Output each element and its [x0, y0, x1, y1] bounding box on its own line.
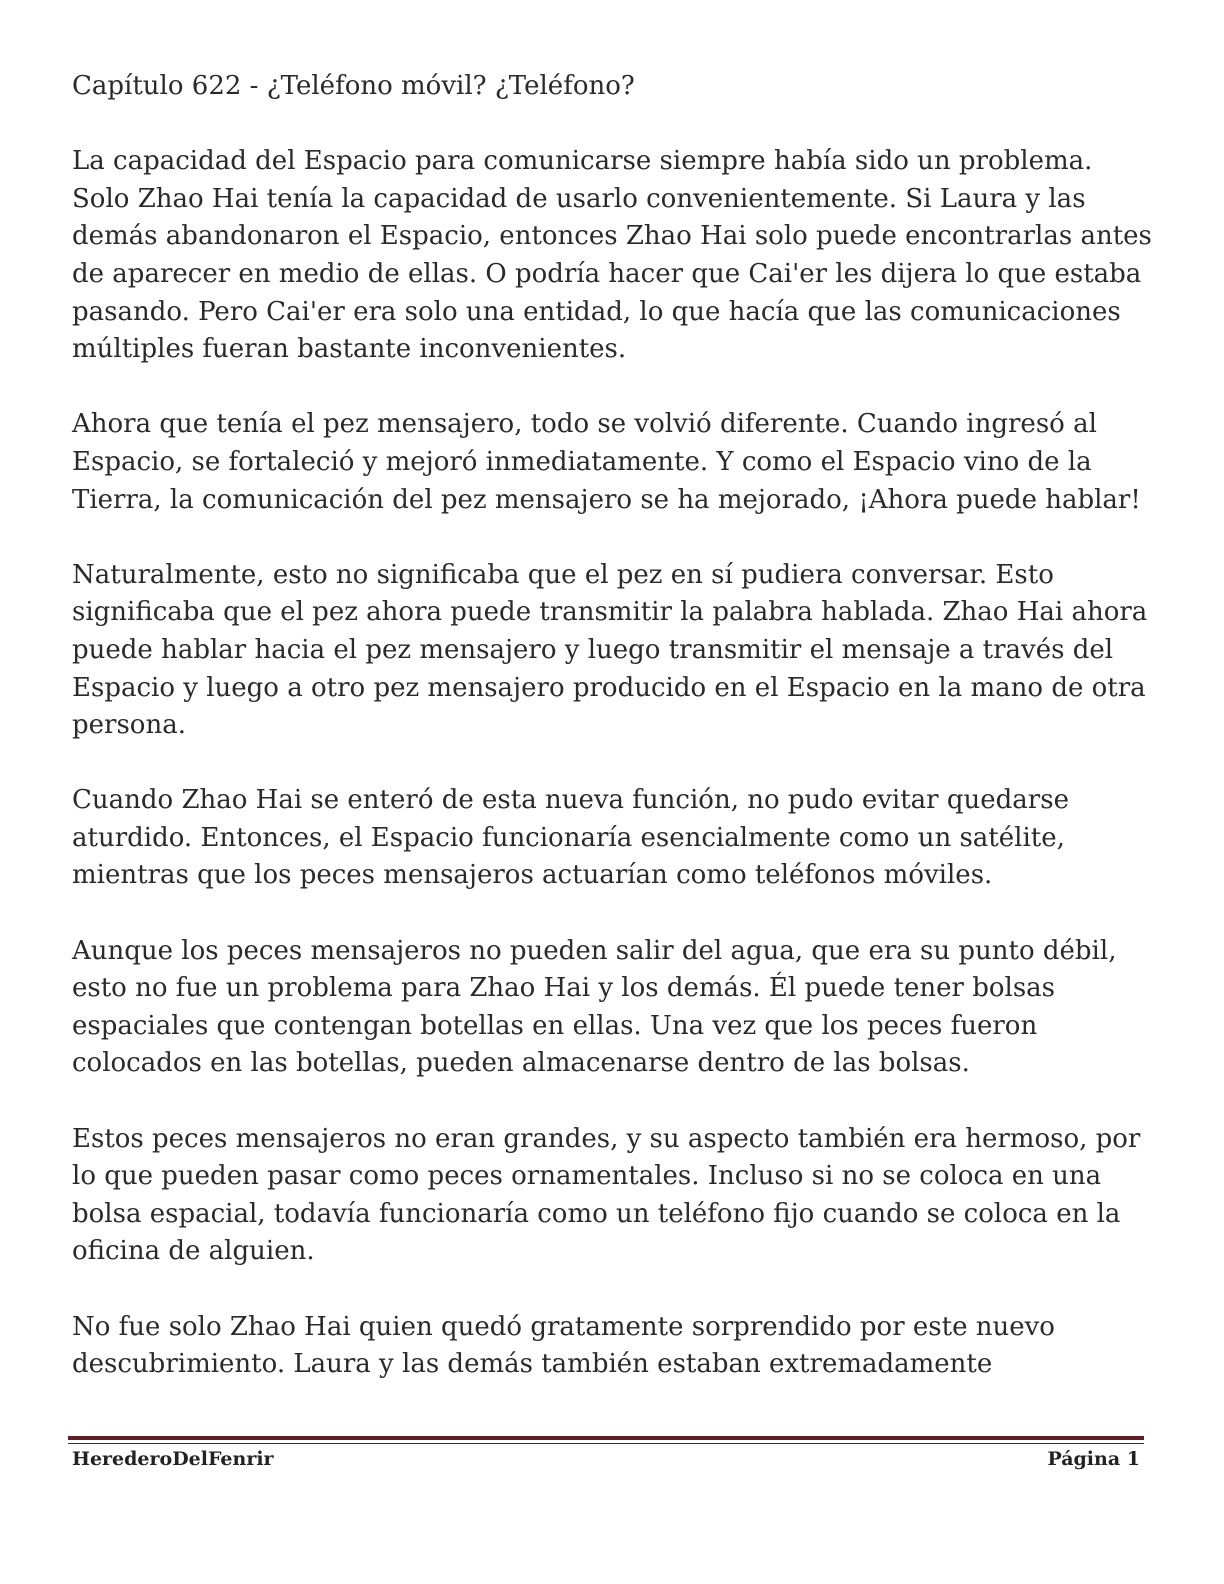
- paragraph-3: Naturalmente, esto no significaba que el pez en sí pudiera conversar. Esto significaba que el pez ahora puede transmitir la palabra hablada. Zhao Hai ahora puede hablar hacia el pez mensajero y luego transmitir el mensaje a través del Espacio y luego a otro pez mensajero producido en el Espacio en la mano de otra persona.: [72, 559, 1148, 741]
- chapter-title: Capítulo 622 - ¿Teléfono móvil? ¿Teléfono?: [72, 71, 635, 101]
- page-content: [72, 68, 1152, 1421]
- footer-author: HerederoDelFenrir: [72, 1448, 274, 1470]
- footer-page-number: Página 1: [1047, 1448, 1140, 1470]
- paragraph-7: No fue solo Zhao Hai quien quedó gratamente sorprendido por este nuevo descubrimiento. Laura y las demás también estaban extremadamente: [72, 1311, 1055, 1380]
- paragraph-6: Estos peces mensajeros no eran grandes, y su aspecto también era hermoso, por lo que pueden pasar como peces ornamentales. Incluso si no se coloca en una bolsa espacial, todavía funcionaría como un teléfono fijo cuando se coloca en la oficina de alguien.: [72, 1123, 1141, 1267]
- footer-divider-thick: [68, 1436, 1144, 1440]
- footer-divider-thin: [68, 1443, 1144, 1444]
- paragraph-5: Aunque los peces mensajeros no pueden salir del agua, que era su punto débil, esto no fue un problema para Zhao Hai y los demás. Él puede tener bolsas espaciales que contengan botellas en ellas. Una vez que los peces fueron colocados en las botellas, pueden almacenarse dentro de las bolsas.: [72, 935, 1117, 1079]
- paragraph-1: La capacidad del Espacio para comunicarse siempre había sido un problema. Solo Zhao Hai tenía la capacidad de usarlo convenientemente. Si Laura y las demás abandonaron el Espacio, entonces Zhao Hai solo puede encontrarlas antes de aparecer en medio de ellas. O podría hacer que Cai'er les dijera lo que estaba pasando. Pero Cai'er era solo una entidad, lo que hacía que las comunicaciones múltiples fueran bastante inconvenientes.: [72, 146, 1152, 365]
- paragraph-4: Cuando Zhao Hai se enteró de esta nueva función, no pudo evitar quedarse aturdido. Entonces, el Espacio funcionaría esencialmente como un satélite, mientras que los peces mensajeros actuarían como teléfonos móviles.: [72, 785, 1069, 891]
- paragraph-2: Ahora que tenía el pez mensajero, todo se volvió diferente. Cuando ingresó al Espacio, se fortaleció y mejoró inmediatamente. Y como el Espacio vino de la Tierra, la comunicación del pez mensajero se ha mejorado, ¡Ahora puede hablar!: [72, 409, 1141, 515]
